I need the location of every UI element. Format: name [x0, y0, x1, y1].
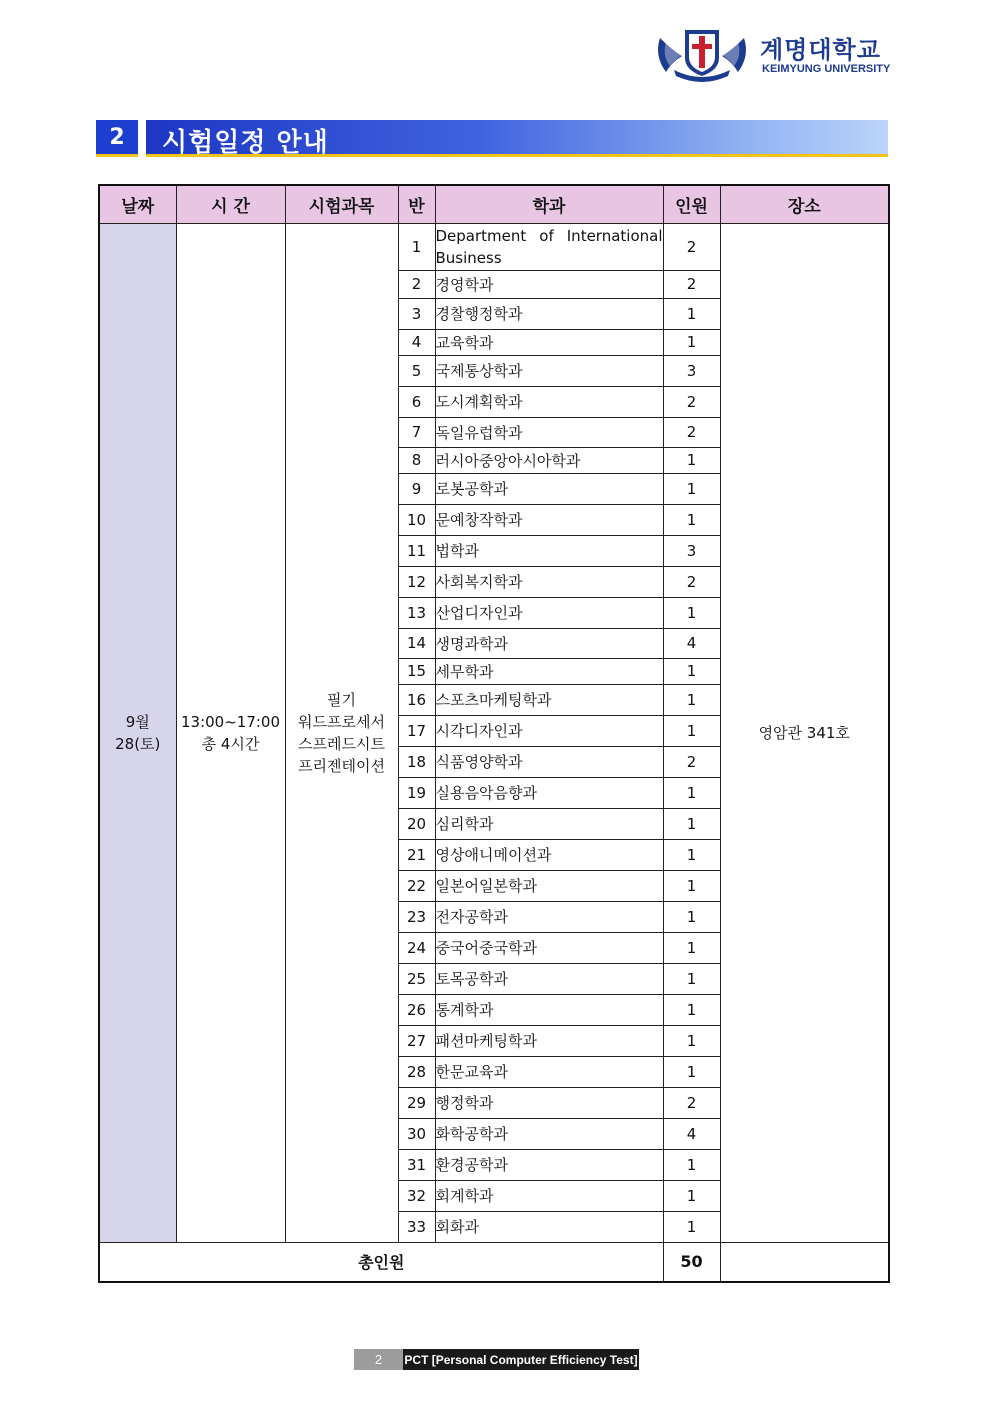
- student-count: 1: [663, 329, 720, 355]
- student-count: 4: [663, 1118, 720, 1149]
- exam-schedule-table: [98, 184, 890, 1283]
- section-number: 2: [96, 120, 138, 157]
- class-number: 20: [398, 808, 435, 839]
- header-subject: 시험과목: [285, 185, 398, 223]
- date-cell: [99, 223, 176, 1242]
- class-number: 22: [398, 870, 435, 901]
- student-count: 1: [663, 715, 720, 746]
- class-number: 29: [398, 1087, 435, 1118]
- class-number: 21: [398, 839, 435, 870]
- date-line: 9월: [125, 712, 150, 731]
- header-count: 인원: [663, 185, 720, 223]
- time-line: 13:00~17:00: [180, 712, 281, 731]
- header-class: 반: [398, 185, 435, 223]
- page-number: 2: [354, 1349, 403, 1370]
- class-number: 2: [398, 270, 435, 298]
- student-count: 2: [663, 746, 720, 777]
- header-place: 장소: [720, 185, 889, 223]
- department-name: 토목공학과: [435, 963, 663, 994]
- class-number: 8: [398, 447, 435, 473]
- subject-line: 필기: [327, 690, 356, 709]
- department-name: 스포츠마케팅학과: [435, 684, 663, 715]
- department-name: Department of International Business: [435, 223, 663, 270]
- class-number: 10: [398, 504, 435, 535]
- department-name: 식품영양학과: [435, 746, 663, 777]
- class-number: 14: [398, 628, 435, 658]
- department-name: 산업디자인과: [435, 597, 663, 628]
- class-number: 11: [398, 535, 435, 566]
- student-count: 2: [663, 223, 720, 270]
- class-number: 33: [398, 1211, 435, 1242]
- class-number: 6: [398, 386, 435, 417]
- student-count: 2: [663, 417, 720, 447]
- time-line: 총 4시간: [201, 734, 260, 753]
- class-number: 18: [398, 746, 435, 777]
- department-name: 전자공학과: [435, 901, 663, 932]
- class-number: 15: [398, 658, 435, 684]
- class-number: 9: [398, 473, 435, 504]
- student-count: 1: [663, 473, 720, 504]
- student-count: 2: [663, 386, 720, 417]
- class-number: 4: [398, 329, 435, 355]
- class-number: 28: [398, 1056, 435, 1087]
- department-name: 회화과: [435, 1211, 663, 1242]
- class-number: 23: [398, 901, 435, 932]
- header-date: 날짜: [99, 185, 176, 223]
- department-name: 경찰행정학과: [435, 298, 663, 329]
- department-name: 회계학과: [435, 1180, 663, 1211]
- department-name: 세무학과: [435, 658, 663, 684]
- university-seal-icon: [652, 26, 752, 82]
- department-name: 영상애니메이션과: [435, 839, 663, 870]
- class-number: 30: [398, 1118, 435, 1149]
- university-logo: [652, 26, 902, 86]
- class-number: 5: [398, 355, 435, 386]
- student-count: 3: [663, 355, 720, 386]
- student-count: 1: [663, 777, 720, 808]
- student-count: 1: [663, 298, 720, 329]
- department-name: 교육학과: [435, 329, 663, 355]
- class-number: 31: [398, 1149, 435, 1180]
- university-name-korean: 계명대학교: [760, 36, 881, 64]
- student-count: 1: [663, 1211, 720, 1242]
- department-name: 환경공학과: [435, 1149, 663, 1180]
- student-count: 1: [663, 808, 720, 839]
- total-label: 총인원: [99, 1242, 663, 1282]
- department-name: 독일유럽학과: [435, 417, 663, 447]
- header-time: 시 간: [176, 185, 285, 223]
- place-cell: 영암관 341호: [720, 223, 889, 1242]
- student-count: 1: [663, 994, 720, 1025]
- header-department: 학과: [435, 185, 663, 223]
- university-name-english: KEIMYUNG UNIVERSITY: [762, 63, 891, 75]
- student-count: 1: [663, 1056, 720, 1087]
- student-count: 2: [663, 270, 720, 298]
- date-line: 28(토): [115, 734, 161, 753]
- class-number: 19: [398, 777, 435, 808]
- subject-line: 스프레드시트: [298, 734, 385, 753]
- department-name: 경영학과: [435, 270, 663, 298]
- class-number: 12: [398, 566, 435, 597]
- department-name: 시각디자인과: [435, 715, 663, 746]
- department-name: 법학과: [435, 535, 663, 566]
- department-name: 일본어일본학과: [435, 870, 663, 901]
- student-count: 1: [663, 870, 720, 901]
- department-name: 러시아중앙아시아학과: [435, 447, 663, 473]
- class-number: 16: [398, 684, 435, 715]
- student-count: 1: [663, 504, 720, 535]
- footer-text: PCT [Personal Computer Efficiency Test]: [403, 1349, 639, 1370]
- time-cell: [176, 223, 285, 1242]
- student-count: 2: [663, 1087, 720, 1118]
- class-number: 13: [398, 597, 435, 628]
- page-footer: [354, 1349, 639, 1370]
- total-empty-cell: [720, 1242, 889, 1282]
- class-number: 17: [398, 715, 435, 746]
- student-count: 2: [663, 566, 720, 597]
- total-value: 50: [663, 1242, 720, 1282]
- subject-line: 워드프로세서: [298, 712, 385, 731]
- department-name: 패션마케팅학과: [435, 1025, 663, 1056]
- department-name: 행정학과: [435, 1087, 663, 1118]
- student-count: 1: [663, 1180, 720, 1211]
- department-name: 화학공학과: [435, 1118, 663, 1149]
- class-number: 32: [398, 1180, 435, 1211]
- student-count: 1: [663, 1149, 720, 1180]
- class-number: 24: [398, 932, 435, 963]
- section-title: 시험일정 안내: [162, 128, 329, 158]
- student-count: 3: [663, 535, 720, 566]
- class-number: 1: [398, 223, 435, 270]
- class-number: 25: [398, 963, 435, 994]
- student-count: 1: [663, 932, 720, 963]
- class-number: 3: [398, 298, 435, 329]
- department-name: 실용음악음향과: [435, 777, 663, 808]
- department-name: 국제통상학과: [435, 355, 663, 386]
- table-row: [99, 223, 889, 270]
- student-count: 1: [663, 1025, 720, 1056]
- subject-line: 프리젠테이션: [298, 756, 385, 775]
- class-number: 27: [398, 1025, 435, 1056]
- subject-cell: [285, 223, 398, 1242]
- total-row: [99, 1242, 889, 1282]
- department-name: 통계학과: [435, 994, 663, 1025]
- class-number: 26: [398, 994, 435, 1025]
- student-count: 1: [663, 447, 720, 473]
- department-name: 생명과학과: [435, 628, 663, 658]
- student-count: 1: [663, 684, 720, 715]
- table-header-row: [99, 185, 889, 223]
- student-count: 1: [663, 839, 720, 870]
- department-name: 한문교육과: [435, 1056, 663, 1087]
- student-count: 1: [663, 658, 720, 684]
- department-name: 로봇공학과: [435, 473, 663, 504]
- student-count: 4: [663, 628, 720, 658]
- department-name: 사회복지학과: [435, 566, 663, 597]
- department-name: 심리학과: [435, 808, 663, 839]
- department-name: 문예창작학과: [435, 504, 663, 535]
- student-count: 1: [663, 963, 720, 994]
- student-count: 1: [663, 901, 720, 932]
- class-number: 7: [398, 417, 435, 447]
- student-count: 1: [663, 597, 720, 628]
- section-title-bar: [146, 120, 888, 157]
- department-name: 중국어중국학과: [435, 932, 663, 963]
- department-name: 도시계획학과: [435, 386, 663, 417]
